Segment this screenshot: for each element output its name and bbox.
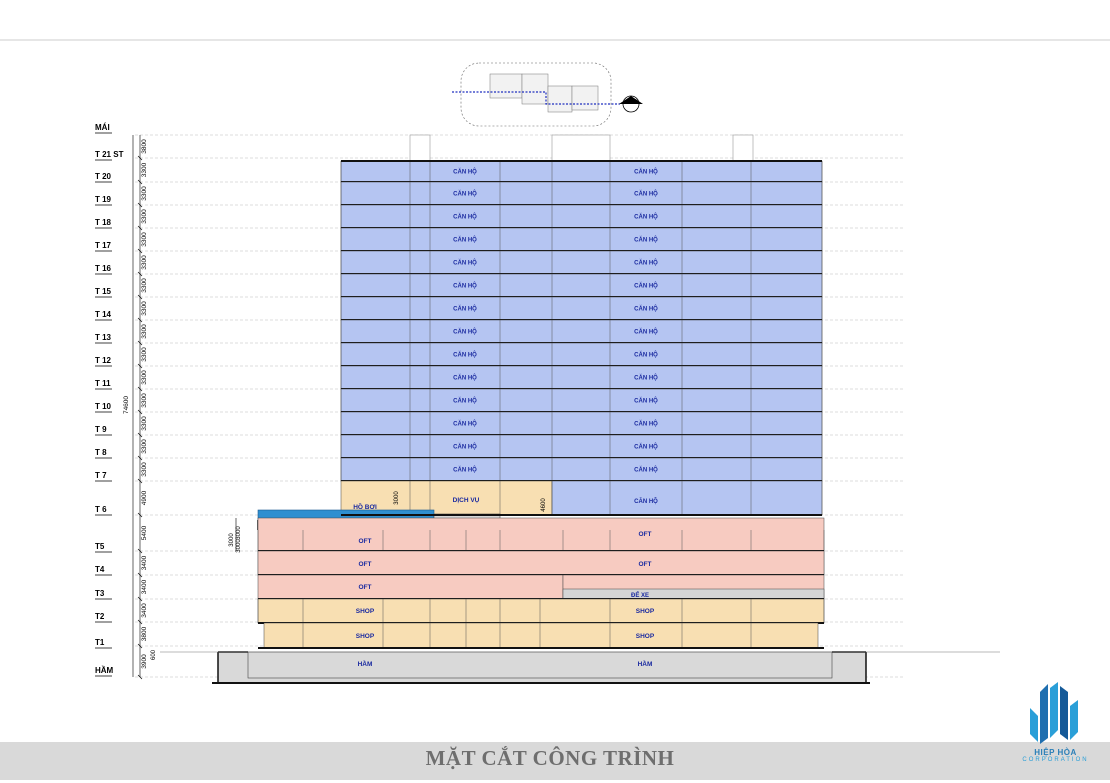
key-plan-block-a	[490, 74, 522, 98]
footer-bar	[0, 742, 1110, 780]
apartment-floor	[341, 412, 822, 435]
office-label: OFT	[358, 561, 372, 568]
level-height-dim: 3300	[141, 370, 148, 385]
level-label: T 21 ST	[95, 150, 124, 159]
level-label: T 17	[95, 241, 112, 250]
apartment-floor	[341, 343, 822, 366]
level-height-dim: 3300	[141, 462, 148, 477]
apartment-floor	[341, 274, 822, 297]
level-label: T 14	[95, 310, 112, 319]
level-height-dim: 3300	[141, 324, 148, 339]
parking-label: ĐỂ XE	[630, 593, 650, 599]
mezz-dim: 3000	[236, 526, 242, 540]
apartment-label: CĂN HỘ	[634, 444, 658, 451]
level-label: T 18	[95, 218, 112, 227]
apartment-label: CĂN HỘ	[453, 306, 477, 313]
apartment-floor	[341, 228, 822, 251]
apartment-label: CĂN HỘ	[453, 352, 477, 359]
apartment-label: CĂN HỘ	[634, 375, 658, 382]
mezz-dim: 3000	[229, 533, 235, 547]
level-height-dim: 3300	[141, 278, 148, 293]
level-height-dim: 3400	[141, 579, 148, 595]
office-label: OFT	[358, 584, 372, 591]
apartment-label: CĂN HỘ	[453, 237, 477, 244]
level-height-dim: 4900	[141, 490, 148, 506]
level-height-dim: 3300	[141, 347, 148, 362]
mezz-dim: 3000	[236, 539, 242, 553]
apartment-floor	[341, 320, 822, 343]
logo-subtitle: CORPORATION	[1022, 757, 1089, 763]
apartment-label: CĂN HỘ	[453, 467, 477, 474]
level-label: T1	[95, 638, 105, 647]
office-floor-t5	[258, 518, 824, 551]
level-label: HẦM	[95, 666, 114, 675]
office-floor-t4	[258, 551, 824, 575]
apartment-label: CĂN HỘ	[634, 237, 658, 244]
level-height-dim: 3400	[141, 603, 148, 618]
apartment-label: CĂN HỘ	[634, 352, 658, 359]
logo-name: HIỆP HÒA	[1034, 748, 1077, 757]
apartment-label: CĂN HỘ	[634, 306, 658, 313]
apartment-floor	[341, 205, 822, 228]
apartment-label: CĂN HỘ	[634, 499, 658, 505]
level-label: T 13	[95, 333, 112, 342]
level-height-dim: 3300	[141, 162, 148, 178]
level-height-dim: 5400	[141, 525, 148, 541]
apartment-floor-t6	[552, 481, 822, 515]
level-label: T 9	[95, 425, 107, 434]
level-label: T 20	[95, 172, 112, 181]
apartment-label: CĂN HỘ	[453, 191, 477, 198]
apartment-floor	[341, 161, 822, 182]
level-height-dim: 3300	[141, 393, 148, 408]
level-label: T4	[95, 565, 105, 574]
roof-structure-mid	[552, 135, 610, 161]
apartment-floor	[341, 297, 822, 320]
level-label: T 10	[95, 402, 112, 411]
pool-height-dim: 3000	[394, 491, 400, 505]
level-label: T3	[95, 589, 105, 598]
shop-label: SHOP	[355, 633, 375, 640]
logo-mark-icon	[1008, 680, 1103, 746]
apartment-floor	[341, 182, 822, 205]
company-logo	[1008, 680, 1103, 766]
apartment-floor	[341, 389, 822, 412]
apartment-label: CĂN HỘ	[634, 214, 658, 221]
roof-structure-right	[733, 135, 753, 161]
apartment-label: CĂN HỘ	[453, 283, 477, 290]
apartment-label: CĂN HỘ	[453, 329, 477, 336]
level-label: T 16	[95, 264, 112, 273]
office-label: OFT	[638, 531, 652, 538]
apartment-label: CĂN HỘ	[634, 467, 658, 474]
level-height-dim: 3300	[141, 416, 148, 431]
level-label: T2	[95, 612, 105, 621]
key-plan-block-b	[522, 74, 548, 104]
level-label: T 15	[95, 287, 112, 296]
basement-label: HẦM	[357, 661, 373, 668]
office-floor-t3	[258, 575, 563, 599]
level-height-dim: 3300	[141, 255, 148, 270]
apartment-label: CĂN HỘ	[453, 375, 477, 382]
parking-zone	[563, 589, 824, 599]
basement-floor	[248, 652, 832, 678]
roof-structure-left	[410, 135, 430, 161]
apartment-label: CĂN HỘ	[634, 329, 658, 336]
service-label: DỊCH VỤ	[452, 497, 480, 504]
level-height-dim: 3300	[141, 301, 148, 316]
office-label: OFT	[358, 538, 372, 545]
shop-floor-t2	[258, 599, 824, 623]
level-height-dim: 3900	[141, 654, 148, 669]
ground-offset-dim: 600	[151, 649, 157, 661]
level-label: T 8	[95, 448, 107, 457]
apartment-label: CĂN HỘ	[453, 398, 477, 405]
level-height-dim: 3800	[141, 626, 148, 642]
apartment-label: CĂN HỘ	[453, 444, 477, 451]
key-plan-block-c	[548, 86, 572, 112]
level-height-dim: 3400	[141, 555, 148, 571]
apartment-label: CĂN HỘ	[453, 169, 477, 176]
total-height-dim: 74600	[123, 395, 130, 415]
basement-label: HẦM	[637, 661, 653, 668]
apartment-label: CĂN HỘ	[634, 169, 658, 176]
apartment-label: CĂN HỘ	[634, 283, 658, 290]
shop-floor-t1	[264, 623, 818, 648]
shop-label: SHOP	[355, 608, 375, 615]
apartment-floor	[341, 366, 822, 389]
shop-label: SHOP	[635, 608, 655, 615]
apartment-label: CĂN HỘ	[453, 214, 477, 221]
pool-label: HỒ BƠI	[353, 504, 377, 511]
service-height-dim: 4600	[541, 498, 547, 512]
apartment-label: CĂN HỘ	[634, 191, 658, 198]
level-label: T 19	[95, 195, 112, 204]
level-label: T5	[95, 542, 105, 551]
level-height-dim: 3300	[141, 209, 148, 224]
shop-label: SHOP	[635, 633, 655, 640]
level-height-dim: 3300	[141, 232, 148, 247]
apartment-label: CĂN HỘ	[634, 398, 658, 405]
level-height-dim: 3300	[141, 439, 148, 454]
key-plan-block-d	[572, 86, 598, 110]
level-label: T 7	[95, 471, 107, 480]
drawing-title: MẶT CẮT CÔNG TRÌNH	[425, 746, 675, 770]
roof-label: MÁI	[95, 123, 110, 132]
apartment-label: CĂN HỘ	[453, 421, 477, 428]
level-label: T 11	[95, 379, 111, 388]
office-label: OFT	[638, 561, 652, 568]
apartment-label: CĂN HỘ	[453, 260, 477, 267]
level-height-dim: 3800	[141, 139, 148, 154]
apartment-floor	[341, 435, 822, 458]
apartment-label: CĂN HỘ	[634, 421, 658, 428]
level-label: T 12	[95, 356, 112, 365]
level-label: T 6	[95, 505, 107, 514]
apartment-label: CĂN HỘ	[634, 260, 658, 267]
apartment-floor	[341, 458, 822, 481]
level-height-dim: 3300	[141, 186, 148, 201]
section-arrow-icon	[619, 96, 643, 104]
apartment-floor	[341, 251, 822, 274]
